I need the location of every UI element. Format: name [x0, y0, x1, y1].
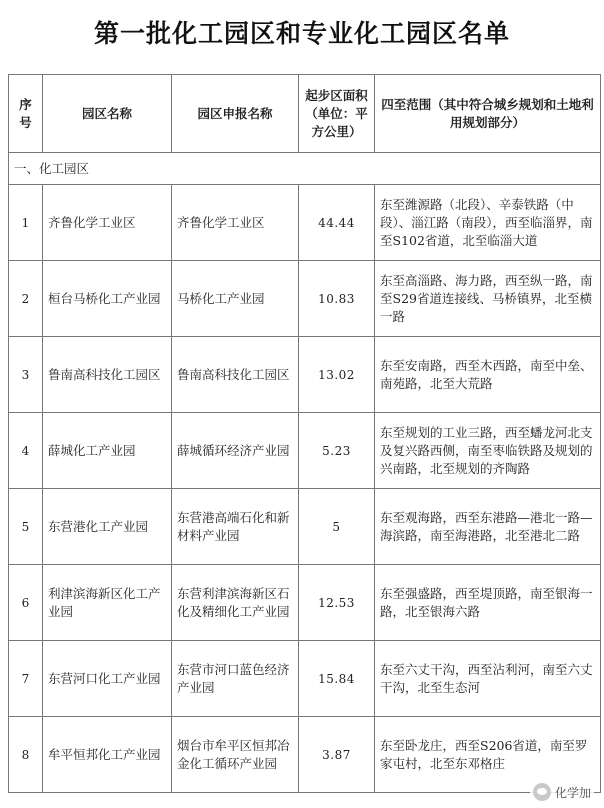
cell-no: 5: [9, 489, 43, 565]
cell-no: 6: [9, 565, 43, 641]
cell-declared-name: 齐鲁化学工业区: [172, 185, 299, 261]
cell-area: 13.02: [299, 337, 375, 413]
cell-no: 1: [9, 185, 43, 261]
cell-bounds: 东至观海路，西至东港路—港北一路—海滨路，南至海港路，北至港北二路: [375, 489, 601, 565]
cell-area: 44.44: [299, 185, 375, 261]
cell-area: 3.87: [299, 717, 375, 793]
cell-park-name: 桓台马桥化工产业园: [43, 261, 172, 337]
cell-area: 5.23: [299, 413, 375, 489]
table-row: [9, 413, 601, 489]
cell-park-name: 鲁南高科技化工园区: [43, 337, 172, 413]
cell-park-name: 东营河口化工产业园: [43, 641, 172, 717]
cell-area: 5: [299, 489, 375, 565]
header-park-name: 园区名称: [43, 75, 172, 153]
cell-bounds: 东至潍源路（北段）、辛泰铁路（中段）、淄江路（南段），西至临淄界，南至S102省道，北至临淄大道: [375, 185, 601, 261]
cell-declared-name: 马桥化工产业园: [172, 261, 299, 337]
cell-no: 2: [9, 261, 43, 337]
cell-declared-name: 东营港高端石化和新材料产业园: [172, 489, 299, 565]
cell-declared-name: 鲁南高科技化工园区: [172, 337, 299, 413]
cell-declared-name: 烟台市牟平区恒邦冶金化工循环产业园: [172, 717, 299, 793]
cell-park-name: 利津滨海新区化工产业园: [43, 565, 172, 641]
table-row: [9, 261, 601, 337]
wechat-icon: [533, 783, 551, 801]
table-header-row: [9, 75, 601, 153]
cell-bounds: 东至六丈干沟，西至沾利河，南至六丈干沟，北至生态河: [375, 641, 601, 717]
table-row: [9, 717, 601, 793]
watermark-text: 化学加: [554, 785, 591, 800]
cell-park-name: 齐鲁化学工业区: [43, 185, 172, 261]
table-row: [9, 489, 601, 565]
page-title: 第一批化工园区和专业化工园区名单: [93, 19, 510, 48]
cell-park-name: 牟平恒邦化工产业园: [43, 717, 172, 793]
cell-declared-name: 东营利津滨海新区石化及精细化工产业园: [172, 565, 299, 641]
header-no: 序号: [9, 75, 43, 153]
watermark: [530, 782, 594, 802]
table-row: [9, 185, 601, 261]
cell-bounds: 东至高淄路、海力路，西至纵一路，南至S29省道连接线、马桥镇界，北至横一路: [375, 261, 601, 337]
cell-declared-name: 薛城循环经济产业园: [172, 413, 299, 489]
table-row: [9, 641, 601, 717]
cell-no: 4: [9, 413, 43, 489]
section-label: 一、化工园区: [9, 153, 601, 185]
cell-no: 3: [9, 337, 43, 413]
table-row: [9, 337, 601, 413]
cell-park-name: 薛城化工产业园: [43, 413, 172, 489]
cell-bounds: 东至卧龙庄，西至S206省道，南至罗家屯村，北至东邓格庄: [375, 717, 601, 793]
cell-no: 8: [9, 717, 43, 793]
cell-bounds: 东至安南路，西至木西路，南至中垒、南苑路，北至大荒路: [375, 337, 601, 413]
header-bounds: 四至范围（其中符合城乡规划和土地利用规划部分）: [375, 75, 601, 153]
cell-no: 7: [9, 641, 43, 717]
header-declared-name: 园区申报名称: [172, 75, 299, 153]
table-row: [9, 565, 601, 641]
cell-bounds: 东至规划的工业三路，西至蟠龙河北支及复兴路西侧，南至枣临铁路及规划的兴南路，北至规划的齐陶路: [375, 413, 601, 489]
cell-area: 10.83: [299, 261, 375, 337]
cell-bounds: 东至强盛路，西至堤顶路，南至银海一路，北至银海六路: [375, 565, 601, 641]
section-row: [9, 153, 601, 185]
cell-park-name: 东营港化工产业园: [43, 489, 172, 565]
cell-area: 12.53: [299, 565, 375, 641]
cell-declared-name: 东营市河口蓝色经济产业园: [172, 641, 299, 717]
header-area: 起步区面积（单位：平方公里）: [299, 75, 375, 153]
park-list-table: [8, 74, 601, 793]
cell-area: 15.84: [299, 641, 375, 717]
